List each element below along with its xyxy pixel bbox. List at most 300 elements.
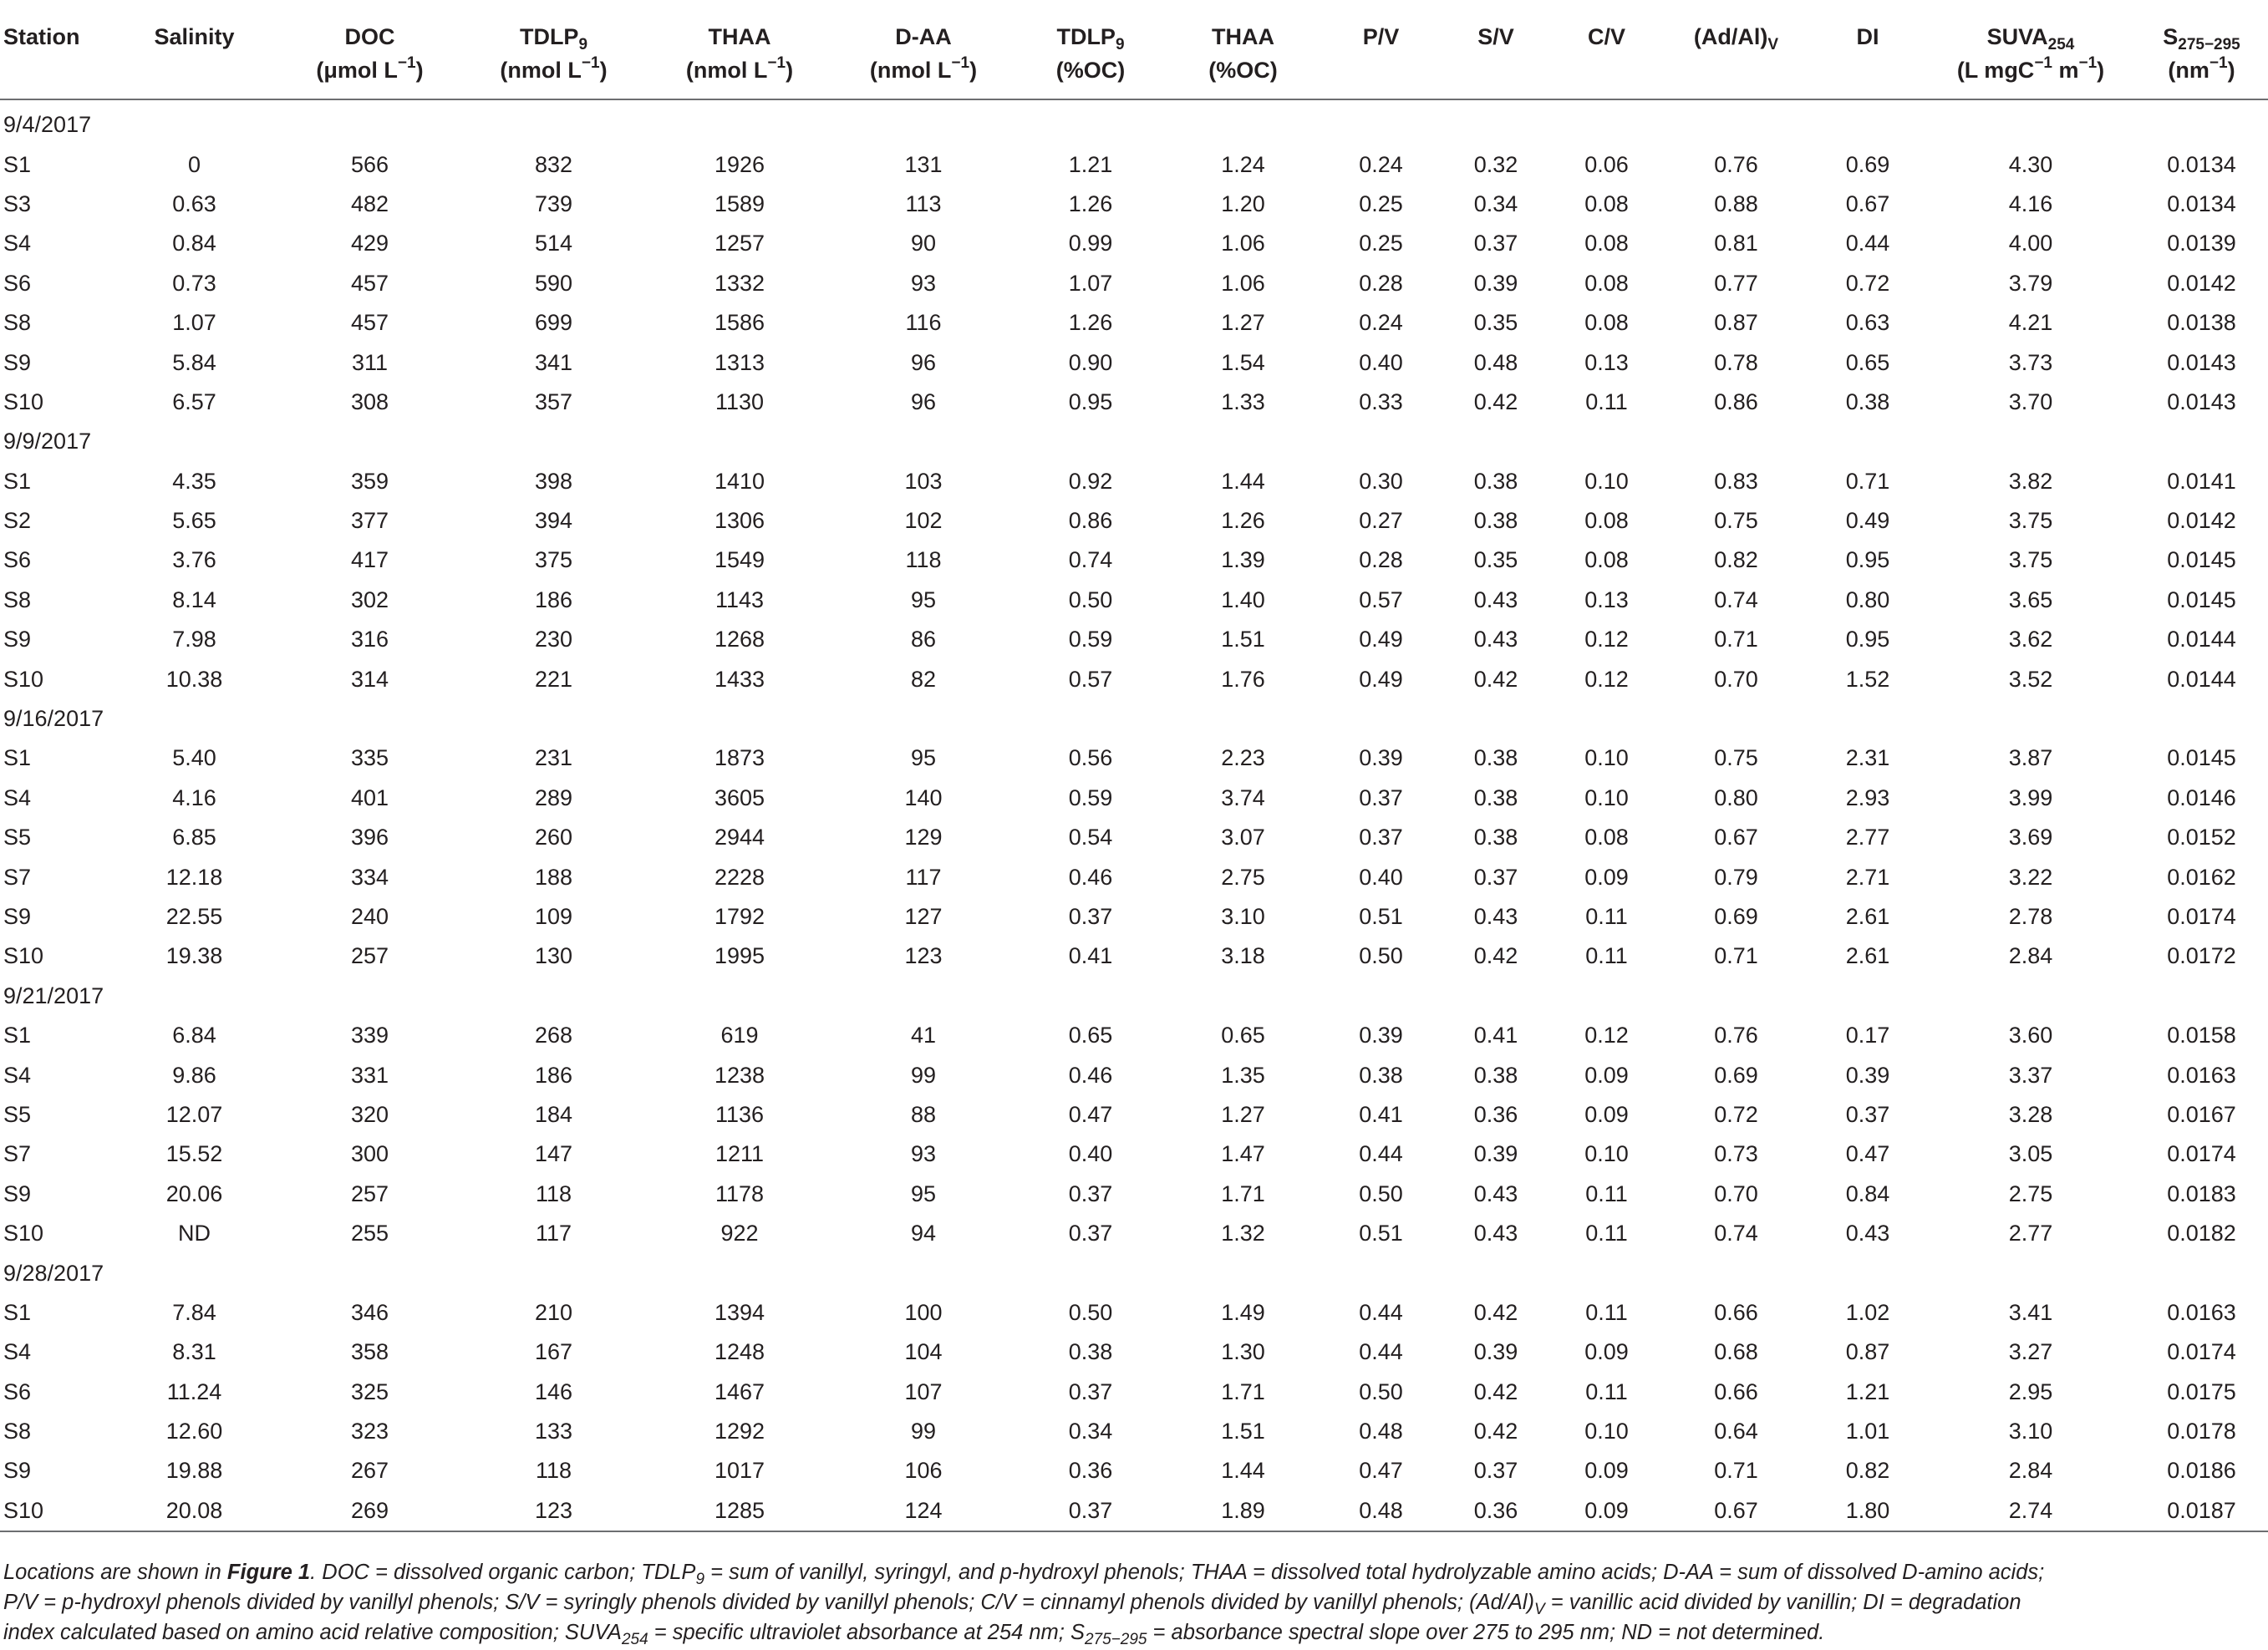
cell-s275: 0.0143 xyxy=(2167,388,2236,414)
table-row xyxy=(0,1412,2268,1451)
cell-station: S5 xyxy=(3,1101,32,1127)
cell-thaa_conc: 1257 xyxy=(714,231,765,256)
cell-cv: 0.11 xyxy=(1585,943,1628,969)
cell-salinity: 3.76 xyxy=(172,547,216,573)
spacer-cell xyxy=(0,99,2268,105)
cell-cv: 0.12 xyxy=(1584,1023,1629,1048)
cell-di: 2.93 xyxy=(1845,784,1890,810)
cell-doc: 457 xyxy=(350,310,389,336)
column-header-unit xyxy=(648,53,831,87)
footnote-subscript: 9 xyxy=(695,1571,705,1588)
cell-thaa_conc: 1467 xyxy=(714,1378,765,1404)
cell-thaa_oc: 1.06 xyxy=(1221,231,1265,256)
cell-suva: 4.00 xyxy=(2008,231,2053,256)
cell-salinity: 12.60 xyxy=(165,1419,223,1444)
cell-thaa_conc: 1332 xyxy=(714,270,765,296)
table-row xyxy=(0,185,2268,224)
cell-di: 0.38 xyxy=(1845,388,1890,414)
cell-station: S2 xyxy=(3,508,32,534)
cell-s275: 0.0142 xyxy=(2167,270,2236,296)
column-header-label: DI xyxy=(1856,24,1879,49)
cell-tdlp9_conc: 210 xyxy=(534,1299,573,1325)
footnote-line-2 xyxy=(3,1587,2260,1617)
cell-salinity: 7.84 xyxy=(172,1299,216,1325)
cell-di: 0.43 xyxy=(1845,1221,1890,1246)
cell-di: 2.61 xyxy=(1845,904,1890,929)
table-row xyxy=(0,224,2268,263)
table-row xyxy=(0,1135,2268,1174)
cell-tdlp9_conc: 147 xyxy=(534,1141,573,1167)
column-header-daa xyxy=(831,7,1015,99)
cell-salinity: 10.38 xyxy=(165,666,223,692)
cell-s275: 0.0143 xyxy=(2167,349,2236,375)
cell-station: S10 xyxy=(0,1491,109,1531)
cell-cv: 0.11 xyxy=(1585,388,1628,414)
cell-s275: 0.0174 xyxy=(2167,1141,2236,1167)
cell-station: S1 xyxy=(3,745,32,771)
cell-tdlp9_oc: 0.74 xyxy=(1068,547,1113,573)
cell-suva: 2.84 xyxy=(2008,943,2053,969)
cell-thaa_conc: 1792 xyxy=(714,904,765,929)
cell-di: 2.71 xyxy=(1845,864,1890,890)
cell-suva: 3.75 xyxy=(2008,547,2053,573)
cell-salinity: 0.63 xyxy=(172,190,216,216)
cell-station: S6 xyxy=(3,547,32,573)
cell-thaa_conc: 1211 xyxy=(714,1141,765,1167)
cell-cv: 0.11 xyxy=(1585,1299,1628,1325)
cell-tdlp9_oc: 0.65 xyxy=(1068,1023,1113,1048)
cell-di: 0.67 xyxy=(1845,190,1890,216)
cell-station: S1 xyxy=(3,151,32,177)
cell-thaa_oc: 1.54 xyxy=(1221,349,1265,375)
cell-doc: 240 xyxy=(350,904,389,929)
cell-cv: 0.09 xyxy=(1584,864,1629,890)
table-row xyxy=(0,779,2268,818)
cell-tdlp9_oc: 1.26 xyxy=(1068,190,1113,216)
cell-thaa_oc: 1.51 xyxy=(1221,1419,1265,1444)
column-header-title xyxy=(3,20,109,53)
cell-di: 2.77 xyxy=(1845,825,1890,850)
cell-thaa_oc: 1.35 xyxy=(1221,1062,1265,1088)
column-header-label: C/V xyxy=(1587,24,1625,49)
cell-sv: 0.38 xyxy=(1473,1062,1518,1088)
cell-cv: 0.13 xyxy=(1584,586,1629,612)
cell-thaa_conc: 2228 xyxy=(714,864,765,890)
cell-thaa_conc: 1143 xyxy=(714,586,765,612)
cell-suva: 3.99 xyxy=(2008,784,2053,810)
cell-tdlp9_oc: 0.46 xyxy=(1068,864,1113,890)
cell-sv: 0.39 xyxy=(1473,1141,1518,1167)
cell-daa: 104 xyxy=(904,1339,943,1365)
cell-thaa_conc: 1130 xyxy=(714,388,765,414)
cell-daa: 96 xyxy=(910,349,937,375)
cell-sv: 0.34 xyxy=(1473,190,1518,216)
data-table xyxy=(0,7,2268,1532)
cell-doc: 323 xyxy=(350,1419,389,1444)
cell-tdlp9_conc: 739 xyxy=(534,190,573,216)
cell-sv: 0.38 xyxy=(1473,784,1518,810)
footnote-subscript: 254 xyxy=(621,1631,648,1648)
column-header-title xyxy=(1442,20,1550,53)
cell-cv: 0.08 xyxy=(1584,825,1629,850)
column-header-unit xyxy=(1926,53,2135,87)
unit-text: ) xyxy=(415,58,424,83)
unit-text: (nmol L xyxy=(500,58,582,83)
cell-thaa_oc: 1.71 xyxy=(1221,1180,1265,1206)
column-header-subscript: 9 xyxy=(1115,36,1125,53)
cell-s275: 0.0174 xyxy=(2167,904,2236,929)
cell-pv: 0.40 xyxy=(1359,349,1403,375)
cell-pv: 0.41 xyxy=(1359,1101,1403,1127)
cell-sv: 0.43 xyxy=(1473,1221,1518,1246)
cell-tdlp9_oc: 0.59 xyxy=(1068,627,1113,652)
cell-suva: 3.62 xyxy=(2008,627,2053,652)
cell-cv: 0.11 xyxy=(1585,1378,1628,1404)
cell-thaa_oc: 1.76 xyxy=(1221,666,1265,692)
table-row xyxy=(0,541,2268,580)
date-group-row xyxy=(0,699,2268,739)
cell-sv: 0.48 xyxy=(1473,349,1518,375)
cell-s275: 0.0142 xyxy=(2167,508,2236,534)
unit-text: (nmol L xyxy=(685,58,768,83)
cell-thaa_oc: 1.39 xyxy=(1221,547,1265,573)
cell-daa: 99 xyxy=(910,1062,937,1088)
cell-adal: 0.80 xyxy=(1714,784,1758,810)
cell-adal: 0.82 xyxy=(1714,547,1758,573)
cell-sv: 0.36 xyxy=(1473,1101,1518,1127)
cell-tdlp9_conc: 375 xyxy=(534,547,573,573)
column-header-unit xyxy=(460,53,648,87)
column-header-label: TDLP xyxy=(519,24,579,49)
cell-cv: 0.10 xyxy=(1584,745,1629,771)
cell-suva: 4.30 xyxy=(2008,151,2053,177)
cell-daa: 100 xyxy=(904,1299,943,1325)
cell-pv: 0.48 xyxy=(1359,1419,1403,1444)
cell-di: 0.44 xyxy=(1845,231,1890,256)
cell-station: S9 xyxy=(3,627,32,652)
cell-s275: 0.0162 xyxy=(2167,864,2236,890)
column-header-unit xyxy=(280,53,460,87)
cell-di: 0.63 xyxy=(1845,310,1890,336)
cell-cv: 0.08 xyxy=(1584,547,1629,573)
cell-sv: 0.42 xyxy=(1473,388,1518,414)
unit-text: (%OC) xyxy=(1055,58,1126,83)
cell-doc: 331 xyxy=(350,1062,389,1088)
column-header-salinity xyxy=(109,7,280,99)
cell-sv: 0.42 xyxy=(1473,1419,1518,1444)
cell-daa: 140 xyxy=(904,784,943,810)
column-header-title xyxy=(831,20,1015,53)
column-header-adal xyxy=(1663,7,1809,99)
cell-suva: 3.87 xyxy=(2008,745,2053,771)
cell-s275: 0.0178 xyxy=(2167,1419,2236,1444)
cell-sv: 0.35 xyxy=(1473,310,1518,336)
column-header-thaa_oc xyxy=(1166,7,1320,99)
cell-salinity: 12.07 xyxy=(165,1101,223,1127)
cell-pv: 0.39 xyxy=(1359,745,1403,771)
cell-sv: 0.35 xyxy=(1473,547,1518,573)
cell-station: S9 xyxy=(3,904,32,929)
cell-s275: 0.0158 xyxy=(2167,1023,2236,1048)
column-header-unit xyxy=(1015,53,1166,87)
cell-s275: 0.0144 xyxy=(2167,666,2236,692)
cell-station: S8 xyxy=(3,310,32,336)
cell-tdlp9_oc: 0.37 xyxy=(1015,1491,1166,1531)
cell-doc: 320 xyxy=(350,1101,389,1127)
cell-doc: 482 xyxy=(350,190,389,216)
cell-thaa_oc: 1.32 xyxy=(1221,1221,1265,1246)
cell-tdlp9_oc: 0.40 xyxy=(1068,1141,1113,1167)
cell-thaa_oc: 1.71 xyxy=(1221,1378,1265,1404)
cell-daa: 113 xyxy=(905,190,942,216)
cell-s275: 0.0145 xyxy=(2167,745,2236,771)
cell-thaa_oc: 1.49 xyxy=(1221,1299,1265,1325)
cell-s275: 0.0163 xyxy=(2167,1062,2236,1088)
cell-s275: 0.0144 xyxy=(2167,627,2236,652)
cell-salinity: 8.14 xyxy=(172,586,216,612)
cell-s275: 0.0145 xyxy=(2167,547,2236,573)
cell-cv: 0.10 xyxy=(1584,468,1629,494)
header-row xyxy=(0,7,2268,99)
column-header-subscript: V xyxy=(1767,36,1779,53)
unit-text: ) xyxy=(599,58,608,83)
cell-pv: 0.38 xyxy=(1359,1062,1403,1088)
cell-salinity: 19.88 xyxy=(165,1458,223,1484)
cell-sv: 0.42 xyxy=(1473,1378,1518,1404)
cell-adal: 0.69 xyxy=(1714,904,1758,929)
cell-tdlp9_conc: 590 xyxy=(534,270,573,296)
cell-cv: 0.11 xyxy=(1585,904,1628,929)
cell-salinity: 0.84 xyxy=(172,231,216,256)
cell-tdlp9_oc: 0.37 xyxy=(1068,1180,1113,1206)
table-row xyxy=(0,857,2268,896)
cell-salinity: 15.52 xyxy=(165,1141,223,1167)
column-header-label: P/V xyxy=(1362,24,1400,49)
cell-di: 0.95 xyxy=(1845,627,1890,652)
column-header-label: SUVA xyxy=(1986,24,2048,49)
cell-salinity: 5.65 xyxy=(172,508,216,534)
cell-tdlp9_oc: 0.99 xyxy=(1068,231,1113,256)
cell-daa: 106 xyxy=(904,1458,943,1484)
unit-text: ) xyxy=(2227,58,2235,83)
cell-salinity: 20.08 xyxy=(109,1491,280,1531)
table-row xyxy=(0,818,2268,857)
cell-di: 0.39 xyxy=(1845,1062,1890,1088)
cell-daa: 94 xyxy=(910,1221,937,1246)
cell-sv: 0.37 xyxy=(1473,864,1518,890)
cell-station: S10 xyxy=(3,1221,44,1246)
cell-thaa_oc: 2.75 xyxy=(1221,864,1265,890)
cell-cv: 0.10 xyxy=(1584,1419,1629,1444)
cell-sv: 0.39 xyxy=(1473,1339,1518,1365)
cell-suva: 4.21 xyxy=(2008,310,2053,336)
cell-s275: 0.0134 xyxy=(2167,151,2236,177)
cell-sv: 0.43 xyxy=(1473,627,1518,652)
cell-pv: 0.49 xyxy=(1359,627,1403,652)
cell-doc: 314 xyxy=(350,666,389,692)
cell-adal: 0.75 xyxy=(1714,508,1758,534)
cell-di: 0.84 xyxy=(1845,1180,1890,1206)
cell-daa: 96 xyxy=(910,388,937,414)
cell-tdlp9_oc: 0.90 xyxy=(1068,349,1113,375)
column-header-station xyxy=(0,7,109,99)
cell-cv: 0.06 xyxy=(1584,151,1629,177)
cell-doc: 339 xyxy=(350,1023,389,1048)
cell-cv: 0.10 xyxy=(1584,1141,1629,1167)
table-row xyxy=(0,264,2268,303)
cell-tdlp9_oc: 0.50 xyxy=(1068,586,1113,612)
unit-text: (nm xyxy=(2168,58,2210,83)
cell-tdlp9_oc: 1.21 xyxy=(1068,151,1113,177)
cell-doc: 377 xyxy=(350,508,389,534)
cell-daa: 82 xyxy=(910,666,937,692)
cell-daa: 41 xyxy=(910,1023,937,1048)
cell-tdlp9_conc: 289 xyxy=(534,784,573,810)
cell-daa: 88 xyxy=(910,1101,937,1127)
cell-salinity: 1.07 xyxy=(172,310,216,336)
unit-text: (nmol L xyxy=(869,58,952,83)
cell-adal: 0.74 xyxy=(1714,1221,1758,1246)
cell-sv: 0.38 xyxy=(1473,508,1518,534)
cell-salinity: 6.85 xyxy=(172,825,216,850)
cell-tdlp9_conc: 230 xyxy=(534,627,573,652)
cell-station: S4 xyxy=(3,1339,32,1365)
cell-thaa_conc: 1433 xyxy=(714,666,765,692)
cell-di: 0.37 xyxy=(1845,1101,1890,1127)
cell-salinity: ND xyxy=(178,1221,211,1246)
cell-daa: 95 xyxy=(910,586,937,612)
cell-sv: 0.37 xyxy=(1473,1458,1518,1484)
date-group-row xyxy=(0,422,2268,461)
cell-salinity: 11.24 xyxy=(166,1378,222,1404)
unit-superscript: −1 xyxy=(397,54,416,72)
cell-station: S10 xyxy=(3,666,44,692)
cell-doc: 267 xyxy=(350,1458,389,1484)
cell-cv: 0.08 xyxy=(1584,190,1629,216)
cell-suva: 3.37 xyxy=(2008,1062,2053,1088)
cell-pv: 0.44 xyxy=(1359,1141,1403,1167)
column-header-title xyxy=(2135,20,2268,53)
cell-doc: 257 xyxy=(350,943,389,969)
cell-tdlp9_conc: 118 xyxy=(535,1458,572,1484)
cell-di: 0.82 xyxy=(1845,1458,1890,1484)
cell-s275: 0.0175 xyxy=(2167,1378,2236,1404)
column-header-label: Salinity xyxy=(154,24,235,49)
cell-thaa_conc: 1292 xyxy=(714,1419,765,1444)
cell-thaa_conc: 1136 xyxy=(714,1101,765,1127)
cell-tdlp9_conc: 186 xyxy=(534,586,573,612)
column-header-suva xyxy=(1926,7,2135,99)
cell-doc: 255 xyxy=(350,1221,389,1246)
footnote-text: = absorbance spectral slope over 275 to 295 nm; ND = not determined. xyxy=(1147,1621,1825,1644)
column-header-pv xyxy=(1320,7,1442,99)
cell-adal: 0.81 xyxy=(1714,231,1758,256)
cell-cv: 0.10 xyxy=(1584,784,1629,810)
cell-adal: 0.83 xyxy=(1714,468,1758,494)
cell-tdlp9_conc: 146 xyxy=(534,1378,573,1404)
cell-doc: 308 xyxy=(350,388,389,414)
cell-s275: 0.0139 xyxy=(2167,231,2236,256)
table-row xyxy=(0,1095,2268,1135)
cell-suva: 2.77 xyxy=(2008,1221,2053,1246)
cell-adal: 0.70 xyxy=(1714,666,1758,692)
cell-sv: 0.32 xyxy=(1473,151,1518,177)
cell-adal: 0.71 xyxy=(1714,1458,1758,1484)
cell-di: 0.49 xyxy=(1845,508,1890,534)
column-header-unit xyxy=(2135,53,2268,87)
cell-tdlp9_conc: 231 xyxy=(534,745,573,771)
table-row xyxy=(0,937,2268,976)
cell-thaa_conc: 1178 xyxy=(714,1180,765,1206)
cell-tdlp9_conc: 260 xyxy=(534,825,573,850)
unit-text: (%OC) xyxy=(1208,58,1278,83)
cell-adal: 0.87 xyxy=(1714,310,1758,336)
cell-tdlp9_oc: 0.59 xyxy=(1068,784,1113,810)
cell-station: S9 xyxy=(3,1180,32,1206)
cell-thaa_oc: 1.89 xyxy=(1166,1491,1320,1531)
cell-salinity: 5.40 xyxy=(172,745,216,771)
table-row xyxy=(0,739,2268,778)
table-row xyxy=(0,1491,2268,1531)
cell-sv: 0.43 xyxy=(1473,1180,1518,1206)
footnote-line-1 xyxy=(3,1557,2260,1587)
cell-daa: 93 xyxy=(910,270,937,296)
column-header-title xyxy=(1663,20,1809,53)
cell-adal: 0.67 xyxy=(1663,1491,1809,1531)
cell-adal: 0.76 xyxy=(1714,151,1758,177)
date-group-row xyxy=(0,977,2268,1016)
cell-station: S6 xyxy=(3,270,32,296)
cell-tdlp9_oc: 1.26 xyxy=(1068,310,1113,336)
header-spacer xyxy=(0,99,2268,105)
unit-superscript: −1 xyxy=(2034,54,2052,72)
cell-sv: 0.42 xyxy=(1473,943,1518,969)
cell-thaa_conc: 619 xyxy=(720,1023,759,1048)
cell-daa: 127 xyxy=(904,904,943,929)
column-header-label: Station xyxy=(3,24,80,49)
cell-doc: 269 xyxy=(280,1491,460,1531)
column-header-unit xyxy=(831,53,1015,87)
column-header-label: S xyxy=(2163,24,2179,49)
column-header-title xyxy=(1550,20,1663,53)
cell-pv: 0.50 xyxy=(1359,943,1403,969)
cell-tdlp9_oc: 0.54 xyxy=(1068,825,1113,850)
cell-suva: 3.28 xyxy=(2008,1101,2053,1127)
cell-suva: 3.52 xyxy=(2008,666,2053,692)
cell-di: 0.17 xyxy=(1845,1023,1890,1048)
cell-station: S10 xyxy=(3,388,44,414)
cell-thaa_conc: 2944 xyxy=(714,825,765,850)
cell-pv: 0.25 xyxy=(1359,231,1403,256)
cell-cv: 0.09 xyxy=(1584,1101,1629,1127)
cell-cv: 0.09 xyxy=(1584,1339,1629,1365)
cell-pv: 0.24 xyxy=(1359,310,1403,336)
cell-doc: 335 xyxy=(350,745,389,771)
unit-superscript: −1 xyxy=(767,54,786,72)
cell-pv: 0.57 xyxy=(1359,586,1403,612)
cell-di: 1.02 xyxy=(1845,1299,1890,1325)
cell-pv: 0.28 xyxy=(1359,547,1403,573)
cell-thaa_conc: 922 xyxy=(720,1221,759,1246)
cell-tdlp9_oc: 0.36 xyxy=(1068,1458,1113,1484)
cell-doc: 346 xyxy=(350,1299,389,1325)
cell-tdlp9_conc: 357 xyxy=(534,388,573,414)
cell-thaa_oc: 1.33 xyxy=(1221,388,1265,414)
cell-adal: 0.75 xyxy=(1714,745,1758,771)
cell-di: 2.31 xyxy=(1845,745,1890,771)
cell-adal: 0.78 xyxy=(1714,349,1758,375)
cell-tdlp9_conc: 398 xyxy=(534,468,573,494)
